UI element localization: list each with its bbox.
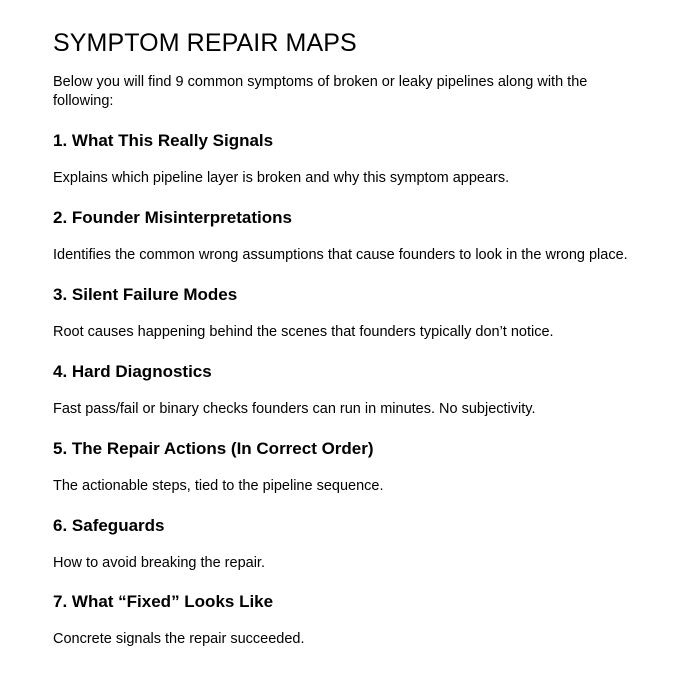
section-body-silent-failure-modes: Root causes happening behind the scenes that founders typically don’t notice. — [53, 324, 554, 340]
section-heading-silent-failure-modes: 3. Silent Failure Modes — [53, 285, 238, 304]
section-body-founder-misinterpretations: Identifies the common wrong assumptions that cause founders to look in the wrong place. — [53, 247, 628, 263]
section-body-hard-diagnostics: Fast pass/fail or binary checks founders can run in minutes. No subjectivity. — [53, 401, 536, 417]
section-heading-what-fixed-looks-like: 7. What “Fixed” Looks Like — [53, 592, 274, 611]
section-body-safeguards: How to avoid breaking the repair. — [53, 555, 265, 571]
section-body-what-fixed-looks-like: Concrete signals the repair succeeded. — [53, 631, 305, 647]
intro-paragraph: Below you will find 9 common symptoms of broken or leaky pipelines along with the following: — [53, 74, 588, 109]
section-heading-safeguards: 6. Safeguards — [53, 516, 165, 535]
section-body-repair-actions: The actionable steps, tied to the pipeline sequence. — [53, 478, 384, 494]
section-heading-founder-misinterpretations: 2. Founder Misinterpretations — [53, 208, 292, 227]
page-title: SYMPTOM REPAIR MAPS — [53, 29, 357, 57]
section-heading-repair-actions: 5. The Repair Actions (In Correct Order) — [53, 439, 374, 458]
section-heading-what-this-really-signals: 1. What This Really Signals — [53, 131, 274, 150]
section-heading-hard-diagnostics: 4. Hard Diagnostics — [53, 362, 212, 381]
section-body-what-this-really-signals: Explains which pipeline layer is broken and why this symptom appears. — [53, 170, 510, 186]
